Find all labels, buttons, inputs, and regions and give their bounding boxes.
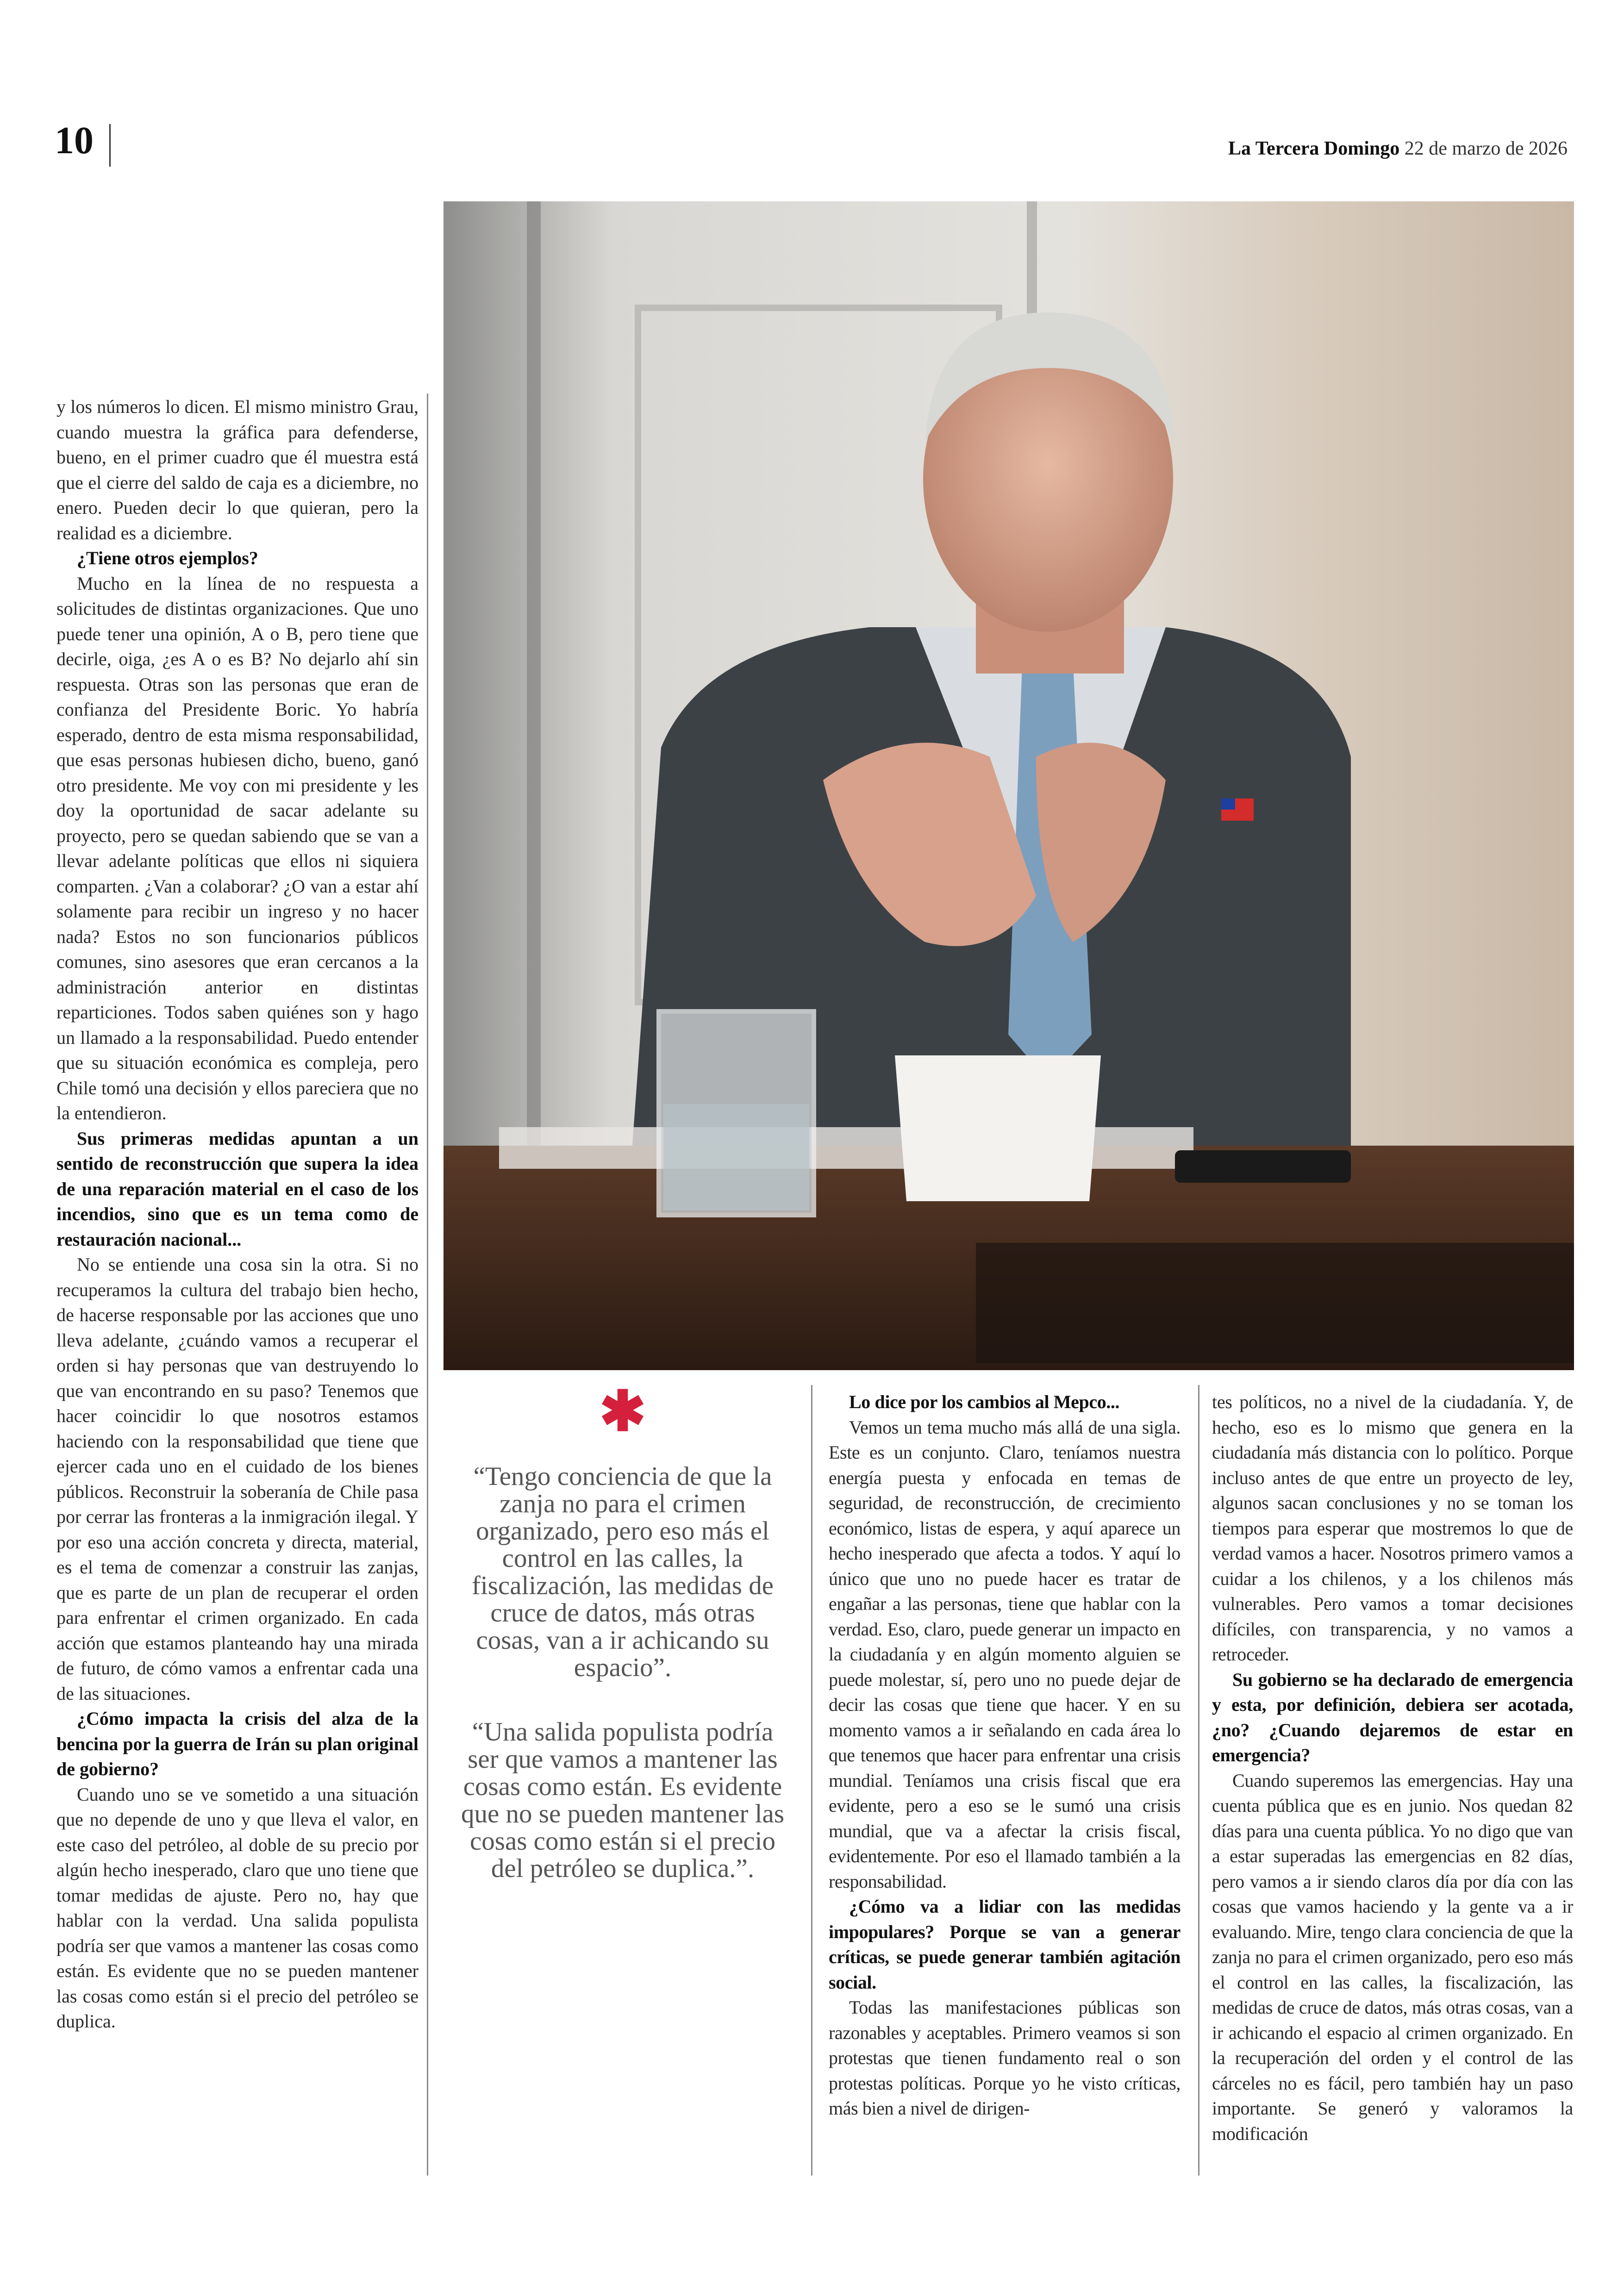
portrait-photo-icon [443, 201, 1574, 1370]
answer-paragraph: Vemos un tema mucho más allá de una sigla. Este es un conjunto. Claro, teníamos nuestra energía puesta y enfocada en temas de seguridad, de reconstrucción, de crecimiento económico, listas de espera, y aquí aparece un hecho inesperado que afecta a todos. Y aquí lo único que uno no puede hacer es tratar de engañar a las personas, tiene que hablar con la verdad. Eso, claro, puede generar un impacto en la ciudadanía y en algún momento alguien se puede molestar, sí, pero uno no puede dejar de decir las cosas que tiene que hacer. Y en su momento vamos a ir señalando en cada área lo que tenemos que hacer para enfrentar una crisis mundial. Teníamos una crisis fiscal que era evidente, pero a eso se le sumó una crisis mundial, que va a afectar la crisis fiscal, evidentemente. Por eso el llamado también a la responsabilidad. [829, 1416, 1181, 1892]
pull-quotes [456, 1381, 789, 1919]
publication-date: 22 de marzo de 2026 [1404, 138, 1568, 159]
question-paragraph: ¿Tiene otros ejemplos? [77, 548, 258, 568]
answer-paragraph: Cuando uno se ve sometido a una situación que no depende de uno y que lleva el valor, en este caso del petróleo, al doble de su precio por algún hecho inesperado, claro que uno tiene que tomar medidas de ajuste. Pero no, hay que hablar con la verdad. Una salida populista podría ser que vamos a mantener las cosas como están. Es evidente que no se pueden mantener las cosas como están si el precio del petróleo se duplica. [56, 1784, 418, 2032]
masthead [1228, 137, 1568, 160]
asterisk-icon: ✱ [599, 1381, 646, 1442]
answer-paragraph: Todas las manifestaciones públicas son razonables y aceptables. Primero veamos si son protestas que tienen fundamento real o son protestas políticas. Porque yo he visto críticas, más bien a nivel de dirigen- [829, 1997, 1181, 2119]
interview-photo [443, 201, 1574, 1370]
answer-paragraph: tes políticos, no a nivel de la ciudadanía. Y, de hecho, eso es lo mismo que genera en la ciudadanía más distancia con lo político. Porque incluso antes de que entre un proyecto de ley, algunos sacan conclusiones y no se toman los tiempos para esperar que mostremos lo que de verdad vamos a hacer. Nosotros primero vamos a cuidar a los chilenos, y a los chilenos más vulnerables. Pero vamos a tomar decisiones difíciles, con transparencia, y no vamos a retroceder. [1212, 1391, 1573, 1665]
pull-quote: “Una salida populista podría ser que vamos a mantener las cosas como están. Es evidente que no se pueden mantener las cosas como están si el precio del petróleo se duplica.”. [461, 1717, 784, 1883]
answer-paragraph: y los números lo dicen. El mismo ministro Grau, cuando muestra la gráfica para defenderse, bueno, en el primer cuadro que él muestra está que el cierre del saldo de caja es a diciembre, no enero. Pueden decir lo que quieran, pero la realidad es a diciembre. [56, 396, 418, 543]
publication-name: La Tercera Domingo [1228, 138, 1400, 159]
article-column-1 [56, 394, 418, 2034]
question-paragraph: Sus primeras medidas apuntan a un sentido de reconstrucción que supera la idea de una reparación material en el caso de los incendios, sino que es un tema como de restauración nacional... [56, 1128, 418, 1250]
article-column-3 [829, 1390, 1181, 2121]
header-divider [109, 124, 111, 167]
question-paragraph: Lo dice por los cambios al Mepco... [849, 1391, 1120, 1412]
question-paragraph: ¿Cómo impacta la crisis del alza de la bencina por la guerra de Irán su plan original de gobierno? [56, 1708, 418, 1779]
column-divider [427, 393, 428, 2176]
column-divider [1198, 1385, 1199, 2176]
question-paragraph: ¿Cómo va a lidiar con las medidas impopulares? Porque se van a generar críticas, se puede generar también agitación social. [829, 1896, 1181, 1993]
column-divider [811, 1385, 812, 2176]
pull-quote: “Tengo conciencia de que la zanja no para el crimen organizado, pero eso más el control en las calles, la fiscalización, las medidas de cruce de datos, más otras cosas, van a ir achicando su espacio”. [471, 1462, 774, 1682]
page-number: 10 [55, 119, 94, 162]
answer-paragraph: Mucho en la línea de no respuesta a solicitudes de distintas organizaciones. Que uno puede tener una opinión, A o B, pero tiene que decirle, oiga, ¿es A o es B? No dejarlo ahí sin respuesta. Otras son las personas que eran de confianza del Presidente Boric. Yo habría esperado, dentro de esta misma responsabilidad, que esas personas hubiesen dicho, bueno, ganó otro presidente. Me voy con mi presidente y les doy la oportunidad de sacar adelante su proyecto, pero se quedan sabiendo que se van a llevar adelante políticas que ellos ni siquiera comparten. ¿Van a colaborar? ¿O van a estar ahí solamente para recibir un ingreso y no hacer nada? Estos no son funcionarios públicos comunes, sino asesores que eran cercanos a la administración anterior en distintas reparticiones. Todos saben quiénes son y hago un llamado a la responsabilidad. Puedo entender que su situación económica es compleja, pero Chile tomó una decisión y ellos pareciera que no la entendieron. [56, 573, 418, 1123]
article-column-4 [1212, 1390, 1573, 2146]
question-paragraph: Su gobierno se ha declarado de emergencia y esta, por definición, debiera ser acotada, ¿no? ¿Cuando dejaremos de estar en emergencia? [1212, 1669, 1573, 1765]
answer-paragraph: Cuando superemos las emergencias. Hay una cuenta pública que es en junio. Nos quedan 82 días para una cuenta pública. Yo no digo que van a estar superadas las emergencias en 82 días, pero vamos a ir siendo claros día por día con las cosas que vamos haciendo y la gente va a ir evaluando. Mire, tengo clara conciencia de que la zanja no para el crimen organizado, pero eso más el control en las calles, la fiscalización, las medidas de cruce de datos, más otras cosas, van a ir achicando el espacio al crimen organizado. En la recuperación del orden y el control de las cárceles no es fácil, pero también hay un paso importante. Se generó y valoramos la modificación [1212, 1770, 1573, 2144]
answer-paragraph: No se entiende una cosa sin la otra. Si no recuperamos la cultura del trabajo bien hecho, de hacerse responsable por las acciones que uno lleva adelante, ¿cuándo vamos a recuperar el orden si hay personas que van destruyendo lo que van encontrando en su paso? Tenemos que hacer coincidir lo que nosotros estamos haciendo con la responsabilidad que tiene que ejercer cada uno en el cuidado de los bienes públicos. Reconstruir la soberanía de Chile pasa por cerrar las fronteras a la inmigración ilegal. Y por eso una acción concreta y directa, material, es el tema de comenzar a construir las zanjas, que es parte de un plan de recuperar el orden para enfrentar el crimen organizado. En cada acción que estamos planteando hay una mirada de futuro, de cómo vamos a enfrentar cada una de las situaciones. [56, 1254, 418, 1704]
